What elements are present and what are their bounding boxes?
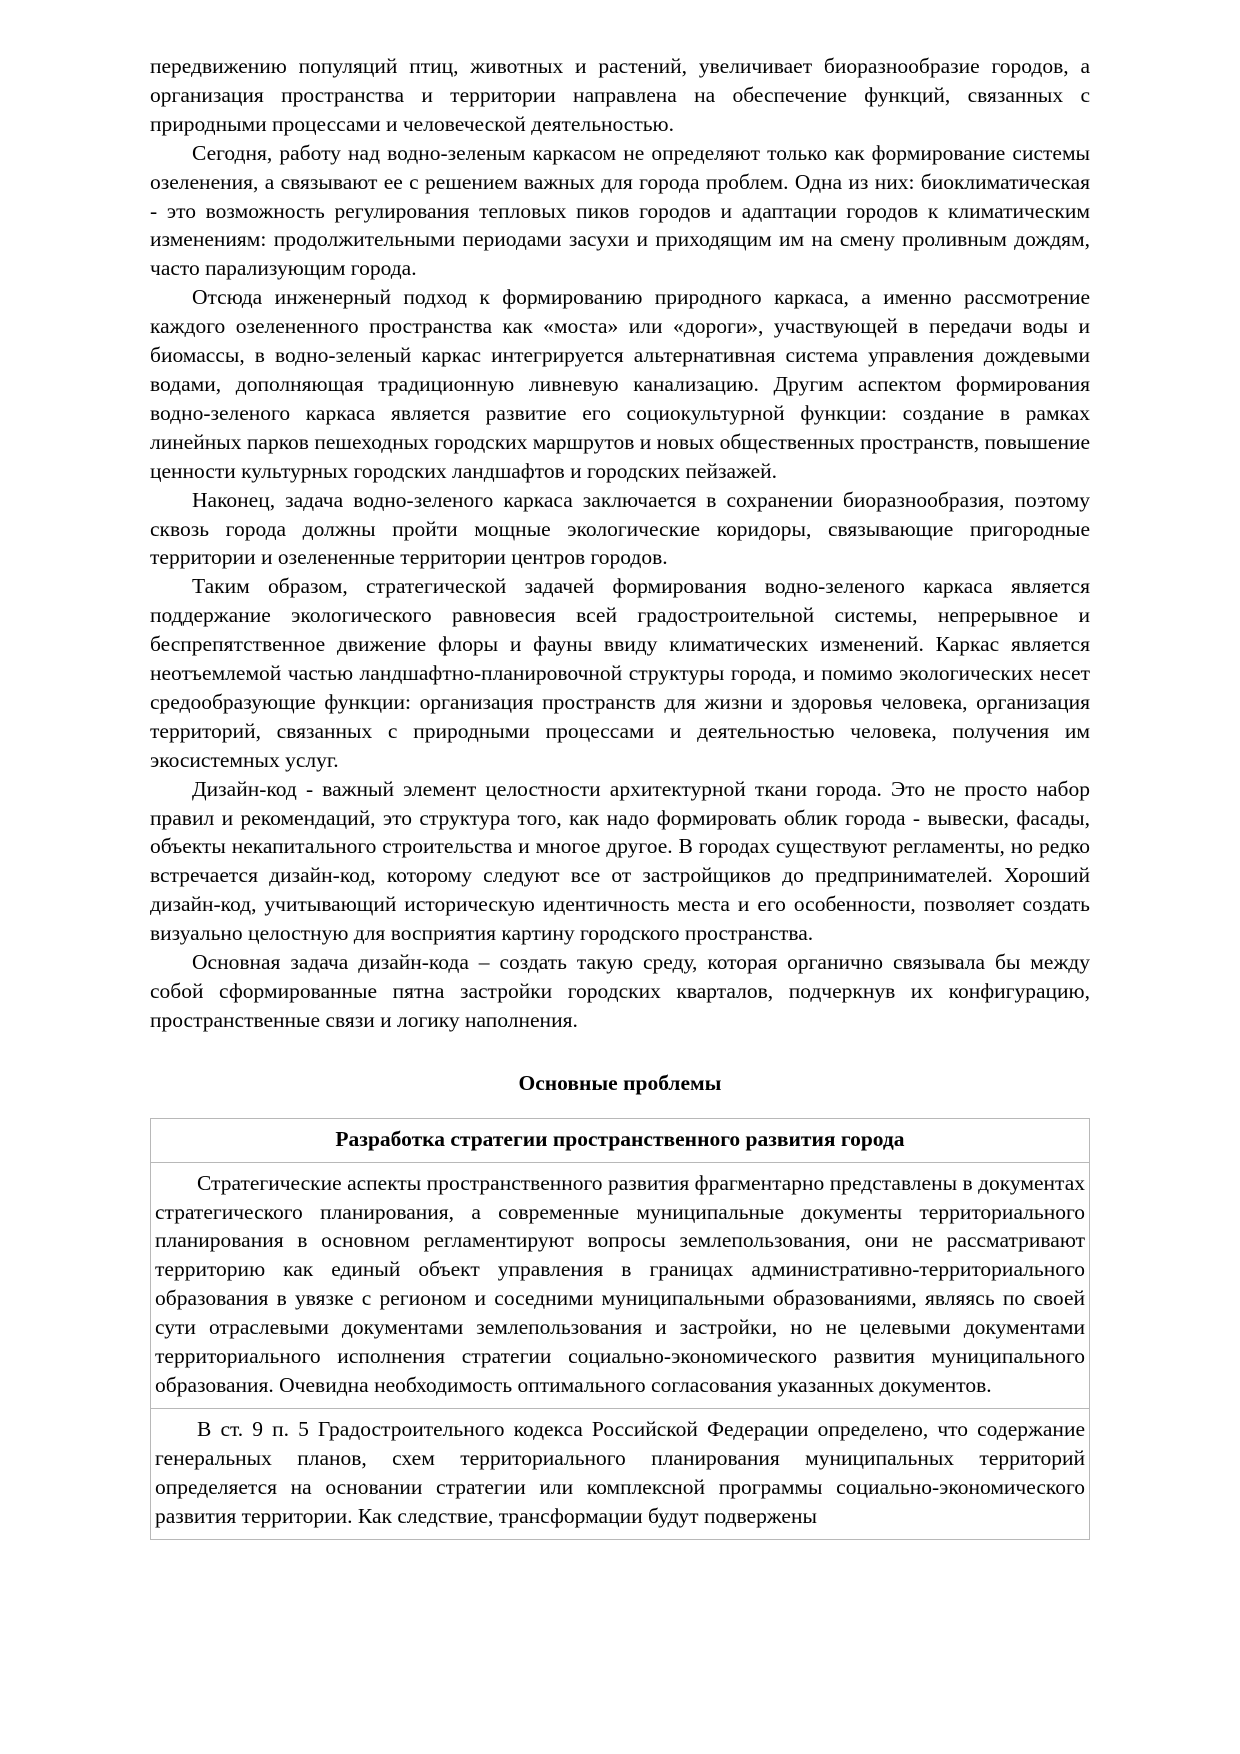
paragraph: Основная задача дизайн-кода – создать такую среду, которая органично связывала бы между собой сформированные пятна застройки городских кварталов, подчеркнув их конфигурацию, пространственные связи и логику наполнения. (150, 950, 1090, 1032)
section-heading: Основные проблемы (518, 1070, 722, 1095)
table-row (151, 1118, 1090, 1162)
problem-table-title: Разработка стратегии пространственного развития города (151, 1118, 1090, 1162)
problem-table-cell (151, 1162, 1090, 1408)
table-row (151, 1162, 1090, 1408)
paragraph: Отсюда инженерный подход к формированию природного каркаса, а именно рассмотрение каждого озелененного пространства как «моста» или «дороги», участвующей в передачи воды и биомассы, в водно-зеленый каркас интегрируется альтернативная система управления дождевыми водами, дополняющая традиционную ливневую канализацию. Другим аспектом формирования водно-зеленого каркаса является развитие его социокультурной функции: создание в рамках линейных парков пешеходных городских маршрутов и новых общественных пространств, повышение ценности культурных городских ландшафтов и городских пейзажей. (150, 285, 1090, 483)
problem-table-cell (151, 1408, 1090, 1539)
document-body (150, 52, 1090, 1540)
table-row (151, 1408, 1090, 1539)
paragraph: Таким образом, стратегической задачей формирования водно-зеленого каркаса является поддержание экологического равновесия всей градостроительной системы, непрерывное и беспрепятственное движение флоры и фауны ввиду климатических изменений. Каркас является неотъемлемой частью ландшафтно-планировочной структуры города, и помимо экологических несет средообразующие функции: организация пространств для жизни и здоровья человека, организация территорий, связанных с природными процессами и деятельностью человека, получения им экосистемных услуг. (150, 574, 1090, 772)
paragraph: Наконец, задача водно-зеленого каркаса заключается в сохранении биоразнообразия, поэтому сквозь города должны пройти мощные экологические коридоры, связывающие пригородные территории и озелененные территории центров городов. (150, 487, 1090, 570)
paragraph: передвижению популяций птиц, животных и растений, увеличивает биоразнообразие городов, а организация пространства и территории направлена на обеспечение функций, связанных с природными процессами и человеческой деятельностью. (150, 54, 1090, 136)
cell-paragraph: Стратегические аспекты пространственного развития фрагментарно представлены в документах стратегического планирования, а современные муниципальные документы территориального планирования в основном регламентируют вопросы землепользования, они не рассматривают территорию как единый объект управления в границах административно-территориального образования в увязке с регионом и соседними муниципальными образованиями, являясь по своей сути отраслевыми документами землепользования и застройки, но не целевыми документами территориального исполнения стратегии социально-экономического развития муниципального образования. Очевидна необходимость оптимального согласования указанных документов. (155, 1170, 1085, 1397)
cell-paragraph: В ст. 9 п. 5 Градостроительного кодекса Российской Федерации определено, что содержание генеральных планов, схем территориального планирования муниципальных территорий определяется на основании стратегии или комплексной программы социально-экономического развития территории. Как следствие, трансформации будут подвержены (155, 1416, 1085, 1528)
paragraph: Сегодня, работу над водно-зеленым каркасом не определяют только как формирование системы озеленения, а связывают ее с решением важных для города проблем. Одна из них: биоклиматическая - это возможность регулирования тепловых пиков городов и адаптации городов к климатическим изменениям: продолжительными периодами засухи и приходящим им на смену проливным дождям, часто парализующим города. (150, 140, 1090, 281)
problem-table (150, 1118, 1090, 1540)
paragraph: Дизайн-код - важный элемент целостности архитектурной ткани города. Это не просто набор правил и рекомендаций, это структура того, как надо формировать облик города - вывески, фасады, объекты некапитального строительства и многое другое. В городах существуют регламенты, но редко встречается дизайн-код, которому следуют все от застройщиков до предпринимателей. Хороший дизайн-код, учитывающий историческую идентичность места и его особенности, позволяет создать визуально целостную для восприятия картину городского пространства. (150, 776, 1090, 946)
